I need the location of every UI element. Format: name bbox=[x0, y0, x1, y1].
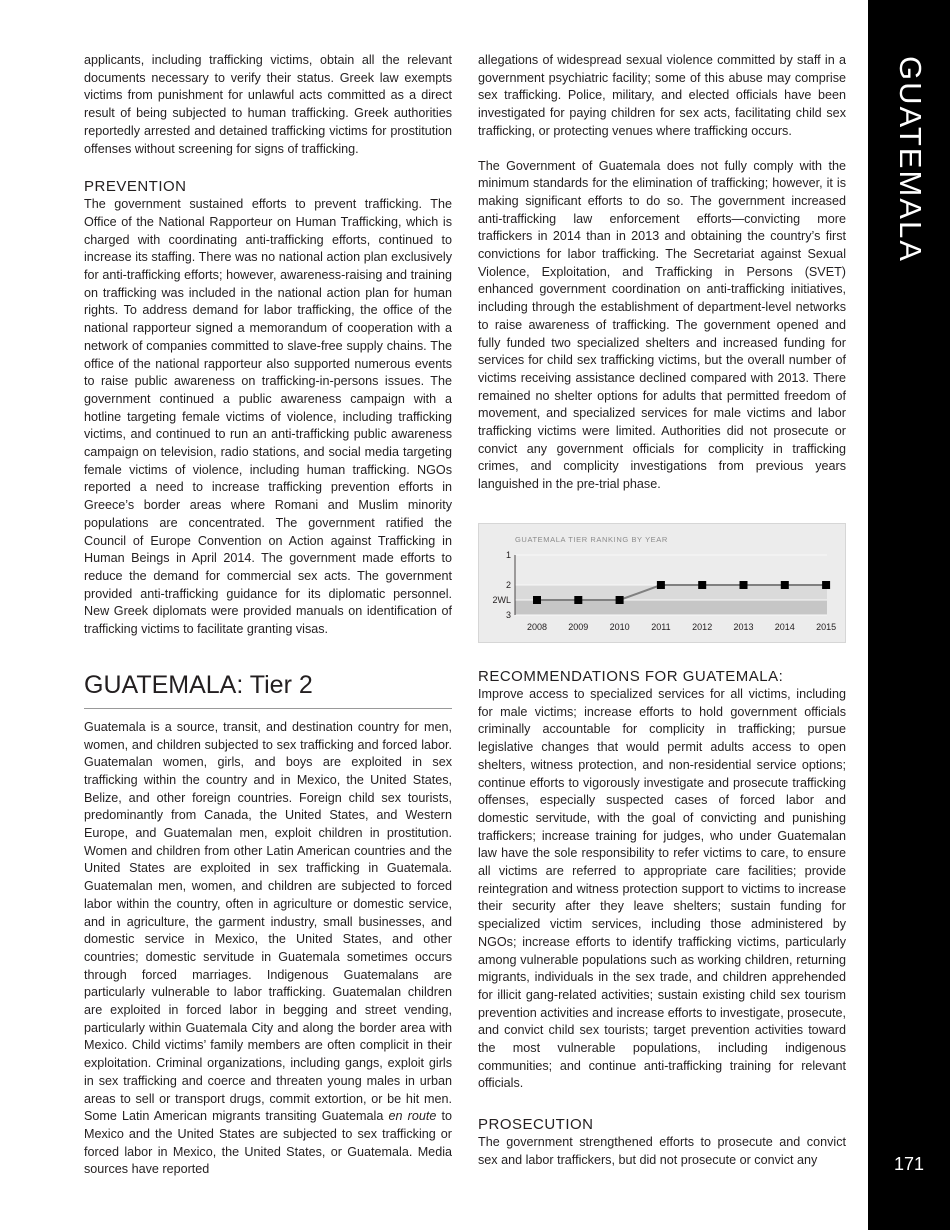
prosecution-heading: PROSECUTION bbox=[478, 1116, 594, 1134]
tier-point bbox=[533, 596, 541, 604]
band-tier2 bbox=[515, 585, 827, 600]
recommendations-heading: RECOMMENDATIONS FOR GUATEMALA: bbox=[478, 668, 784, 685]
tier-point bbox=[698, 581, 706, 589]
guatemala-allegations-paragraph: allegations of widespread sexual violence committed by staff in a government psychiatric facility; some of this abuse may comprise sex trafficking. Police, military, and elected officials have been investigated for paying children for sex acts, facilitating child sex trafficking, or protecting venues where trafficking occurs. bbox=[478, 53, 846, 138]
tier-ranking-chart bbox=[478, 523, 846, 643]
tier-point bbox=[657, 581, 665, 589]
intro-italic-text: en route bbox=[388, 1109, 437, 1124]
right-column-top bbox=[478, 52, 846, 511]
recommendations-paragraph: Improve access to specialized services for all victims, including for male victims; increase efforts to hold government officials criminally accountable for complicity in trafficking; pursue legislative changes that would permit adults access to open shelters, witness protection, and non-residential service options; continue efforts to vigorously investigate and prosecute trafficking offenses, especially suspected cases of forced labor and domestic servitude, with the goal of convicting and punishing traffickers; increase training for judges, who under Guatemalan law have the sole responsibility to refer victims to care, to ensure all victims are referred to appropriate care facilities; provide reintegration and witness protection support to victims to increase their security after they leave shelters; sustain funding for specialized victim services, including those administered by NGOs; increase efforts to identify trafficking victims, particularly among vulnerable populations such as working children, returning migrants, individuals in the sex trade, and children apprehended for illicit gang-related activities; sustain existing child sex tourism prevention activities and increase efforts to investigate, prosecute, and convict child sex tourists; target prevention activities toward the most vulnerable populations, including indigenous communities; and continue anti-trafficking training for relevant officials. bbox=[478, 687, 846, 1091]
greece-protection-paragraph: applicants, including trafficking victims, obtain all the relevant documents necessary to verify their status. Greek law exempts victims from punishment for unlawful acts committed as a direct result of being subjected to human trafficking. Greek authorities reportedly arrested and detained trafficking victims for prostitution offenses without screening for signs of trafficking. bbox=[84, 53, 452, 156]
tier-point bbox=[616, 596, 624, 604]
x-tick-label: 2010 bbox=[609, 622, 630, 632]
tier-point bbox=[822, 581, 830, 589]
tier-ranking-chart-svg bbox=[479, 524, 845, 642]
band-tier2wl bbox=[515, 600, 827, 615]
x-tick-label: 2011 bbox=[651, 622, 671, 632]
y-tick-label: 3 bbox=[505, 610, 511, 620]
band-tier1 bbox=[515, 555, 827, 585]
right-column-bottom bbox=[478, 668, 846, 1187]
left-column bbox=[84, 52, 452, 1196]
prevention-paragraph: The government sustained efforts to prevent trafficking. The Office of the National Rapporteur on Human Trafficking, which is charged with coordinating anti-trafficking efforts, continued to increase its staffing. There was no national action plan exclusively for anti-trafficking efforts; however, awareness-raising and training on trafficking was included in the national action plan for human rights. To address demand for labor trafficking, the office of the national rapporteur signed a memorandum of cooperation with a network of companies committed to slave-free supply chains. The office of the national rapporteur also supported numerous events to raise public awareness on trafficking-in-persons issues. The government continued a public awareness campaign with a hotline targeting female victims of violence, including trafficking victims, and continued to run an anti-trafficking public awareness campaign on television, radio stations, and social media targeting female victims of violence, including human trafficking. NGOs reported a need to increase trafficking prevention efforts in Greece’s border areas where Romani and Muslim minority populations are concentrated. The government ratified the Council of Europe Convention on Action against Trafficking in Human Beings in April 2014. The government made efforts to reduce the demand for commercial sex acts. The government provided anti-trafficking guidance for its diplomatic personnel. New Greek diplomats were provided manuals on identification of trafficking victims to facilitate granting visas. bbox=[84, 197, 452, 637]
page-number: 171 bbox=[893, 1154, 925, 1174]
prosecution-paragraph: The government strengthened efforts to prosecute and convict sex and labor traffickers, but did not prosecute or convict any bbox=[478, 1135, 846, 1167]
x-tick-label: 2013 bbox=[733, 622, 754, 632]
tier-point bbox=[574, 596, 582, 604]
tier-heading: GUATEMALA: Tier 2 bbox=[84, 670, 452, 709]
intro-text-part1: Guatemala is a source, transit, and destination country for men, women, and children subjected to sex trafficking and forced labor. Guatemalan women, girls, and boys are exploited in sex trafficking within the country and in Mexico, the United States, Belize, and other foreign countries. Foreign child sex tourists, predominantly from Canada, the United States, and Western Europe, and Guatemalan men, exploit children in prostitution. Women and children from other Latin American countries and the United States are exploited in sex trafficking in Guatemala. Guatemalan men, women, and children are subjected to forced labor within the country, often in agriculture or domestic service, and in agriculture, the garment industry, small businesses, and domestic service in Mexico, the United States, and other countries; domestic servitude in Guatemala sometimes occurs through forced marriages. Indigenous Guatemalans are particularly vulnerable to labor trafficking. Guatemalan children are exploited in forced labor in begging and street vending, particularly within Guatemala City and along the border area with Mexico. Child victims’ family members are often complicit in their exploitation. Criminal organizations, including gangs, exploit girls in sex trafficking and coerce and threaten young males in urban areas to sell or transport drugs, commit extortion, or be hit men. Some Latin American migrants transiting Guatemala bbox=[84, 719, 452, 1124]
x-tick-label: 2014 bbox=[774, 622, 795, 632]
guatemala-intro-paragraph bbox=[84, 719, 452, 1179]
y-tick-label: 2WL bbox=[492, 595, 511, 605]
prevention-heading: PREVENTION bbox=[84, 178, 187, 196]
chart-title: GUATEMALA TIER RANKING BY YEAR bbox=[515, 535, 668, 544]
sidebar-country-title: GUATEMALA bbox=[893, 56, 928, 263]
intro-text-part2: to Mexico and the United States are subjected to sex trafficking or forced labor in Mexico, the United States, or Guatemala. Media sources have reported bbox=[84, 1109, 452, 1177]
tier-point bbox=[740, 581, 748, 589]
x-tick-label: 2012 bbox=[692, 622, 713, 632]
guatemala-assessment-paragraph: The Government of Guatemala does not fully comply with the minimum standards for the elimination of trafficking; however, it is making significant efforts to do so. The government increased anti-trafficking law enforcement efforts—convicting more traffickers in 2014 than in 2013 and obtaining the country’s first convictions for labor trafficking. The Secretariat against Sexual Violence, Exploitation, and Trafficking in Persons (SVET) enhanced government coordination on anti-trafficking initiatives, including through the establishment of department-level networks to raise awareness of trafficking. The government opened and fully funded two specialized shelters and increased funding for services for child sex trafficking victims, but the overall number of victims receiving assistance declined compared with 2013. There remained no shelter options for adults that permitted freedom of movement, and specialized services for male victims and labor trafficking victims were limited. Authorities did not prosecute or convict any government officials for complicity in trafficking crimes, and complicity investigations from previous years languished in the pre-trial phase. bbox=[478, 158, 846, 492]
y-tick-label: 2 bbox=[505, 580, 511, 590]
x-tick-label: 2008 bbox=[526, 622, 548, 632]
tier-point bbox=[781, 581, 789, 589]
x-tick-label: 2015 bbox=[816, 622, 837, 632]
y-tick-label: 1 bbox=[505, 550, 511, 560]
x-tick-label: 2009 bbox=[568, 622, 589, 632]
